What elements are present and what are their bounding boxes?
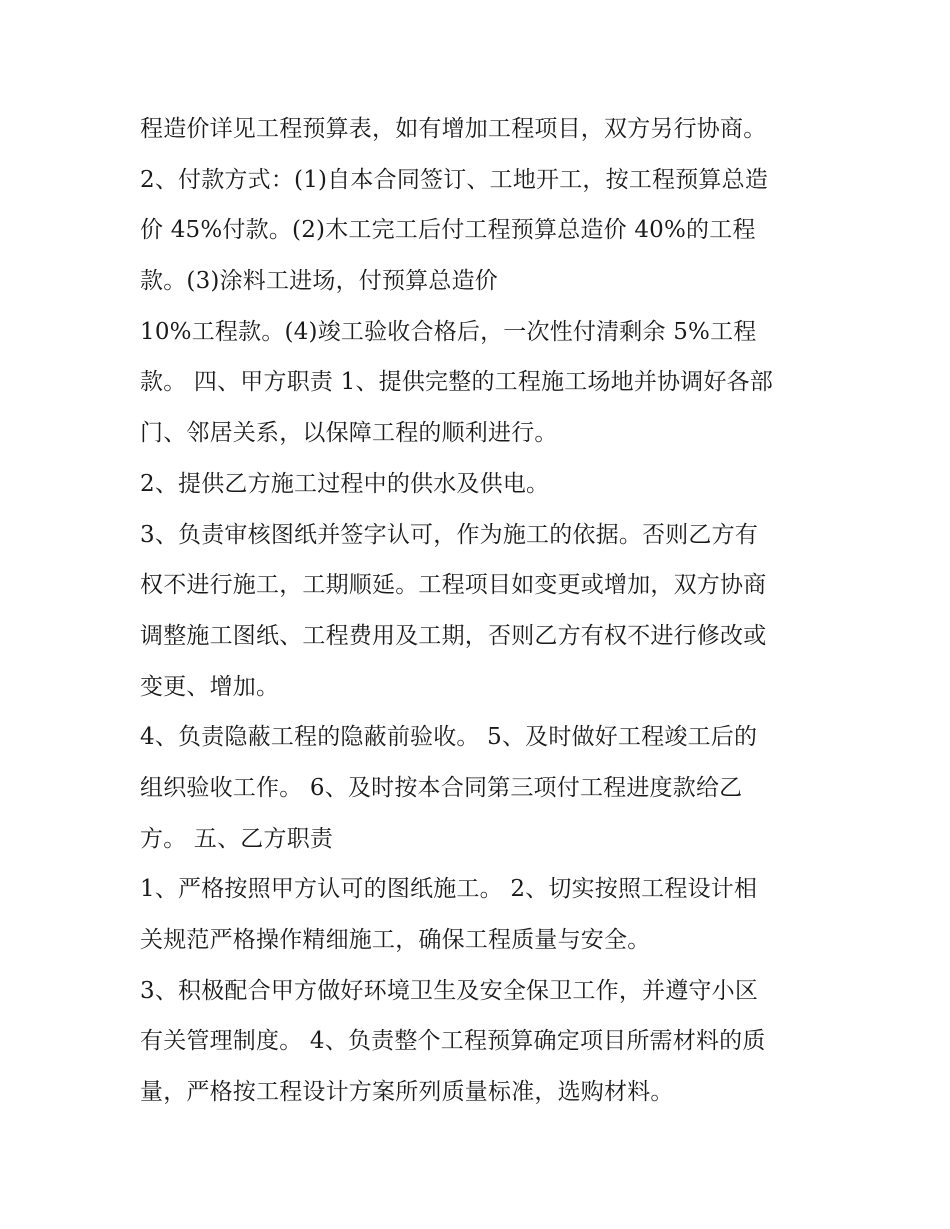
text-line: 量，严格按工程设计方案所列质量标准，选购材料。 xyxy=(140,1079,674,1106)
text-line: 3、负责审核图纸并签字认可，作为施工的依据。否则乙方有 xyxy=(140,521,759,548)
text-line: 权不进行施工，工期顺延。工程项目如变更或增加，双方协商 xyxy=(140,572,767,599)
text-line: 方。 五、乙方职责 xyxy=(140,825,334,852)
text-line: 变更、增加。 xyxy=(140,673,280,700)
text-line: 有关管理制度。 4、负责整个工程预算确定项目所需材料的质 xyxy=(140,1028,766,1055)
text-line: 价 45%付款。(2)木工完工后付工程预算总造价 40%的工程 xyxy=(140,217,756,244)
text-line: 关规范严格操作精细施工，确保工程质量与安全。 xyxy=(140,927,651,953)
text-line: 2、提供乙方施工过程中的供水及供电。 xyxy=(140,470,550,497)
text-line: 款。(3)涂料工进场，付预算总造价 xyxy=(140,268,498,295)
text-line: 组织验收工作。 6、及时按本合同第三项付工程进度款给乙 xyxy=(140,774,743,801)
text-line: 4、负责隐蔽工程的隐蔽前验收。 5、及时做好工程竣工后的 xyxy=(140,724,758,751)
text-line: 10%工程款。(4)竣工验收合格后，一次性付清剩余 5%工程 xyxy=(140,318,757,345)
text-line: 门、邻居关系，以保障工程的顺利进行。 xyxy=(140,420,558,447)
text-line: 款。 四、甲方职责 1、提供完整的工程施工场地并协调好各部 xyxy=(140,369,774,396)
text-line: 3、积极配合甲方做好环境卫生及安全保卫工作，并遵守小区 xyxy=(140,977,759,1004)
text-line: 2、付款方式：(1)自本合同签订、工地开工，按工程预算总造 xyxy=(140,166,769,193)
contract-text xyxy=(140,104,830,1118)
text-line: 1、严格按照甲方认可的图纸施工。 2、切实按照工程设计相 xyxy=(140,876,758,903)
text-line: 程造价详见工程预算表，如有增加工程项目，双方另行协商。 xyxy=(140,116,767,142)
text-line: 调整施工图纸、工程费用及工期，否则乙方有权不进行修改或 xyxy=(140,622,767,649)
